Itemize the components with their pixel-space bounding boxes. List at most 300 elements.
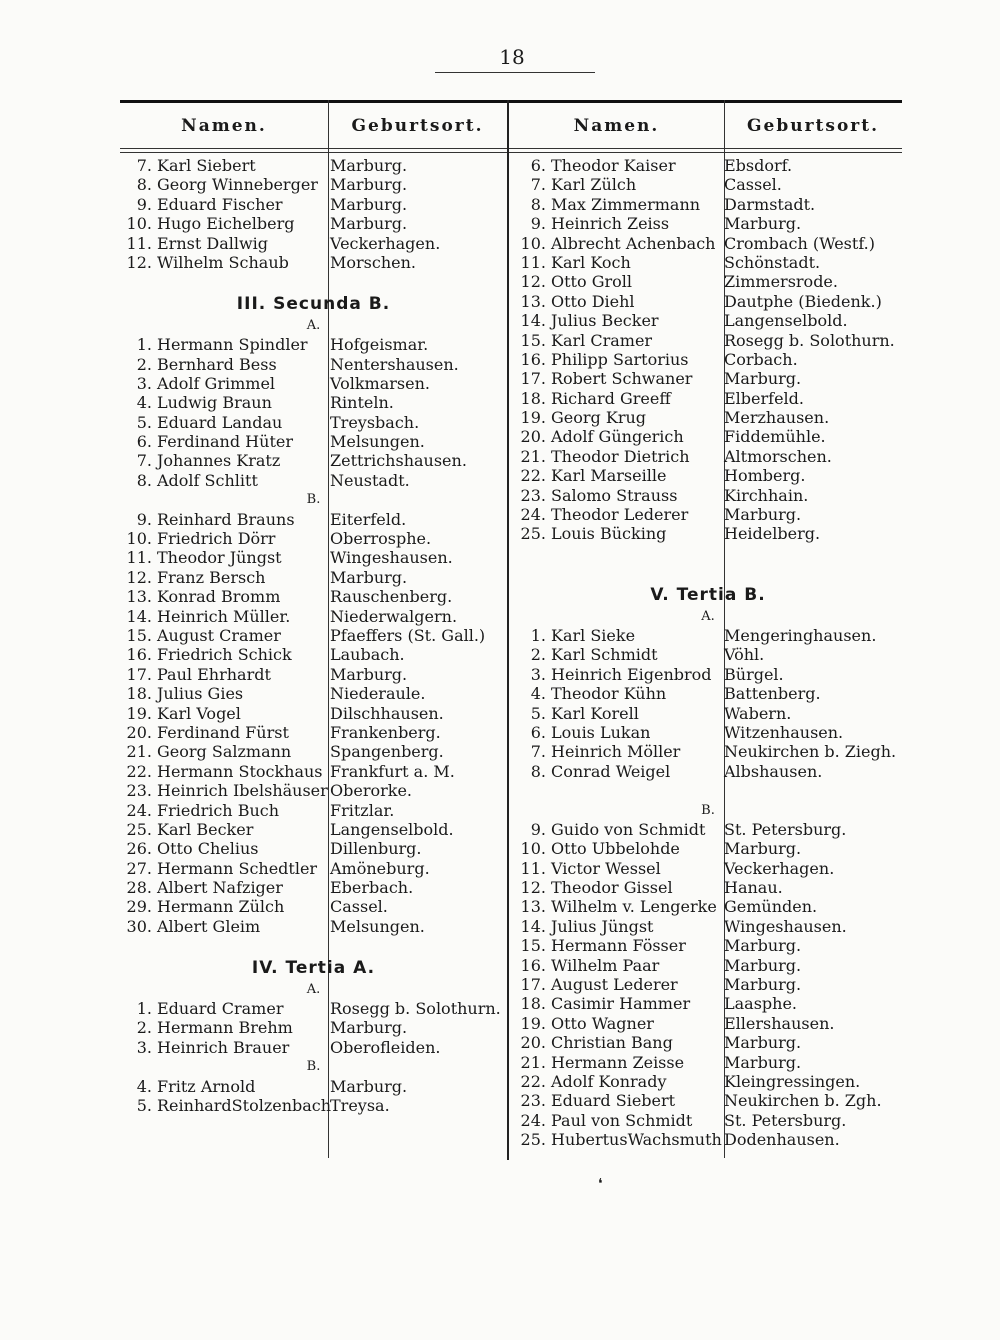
table-row [514,156,902,175]
student-name: Hermann Zeisse [551,1052,685,1072]
student-name: Karl Koch [551,252,631,272]
table-row [514,859,902,878]
table-row [514,917,902,936]
student-name: Eduard Fischer [157,194,283,214]
student-name: Paul Ehrhardt [157,664,271,684]
blank-row [514,544,902,563]
student-name: Albrecht Achenbach [551,233,716,253]
student-name: Heinrich Müller. [157,606,291,626]
birthplace: Neukirchen b. Zgh. [724,1091,882,1111]
student-name: Conrad Weigel [551,761,671,781]
row-number: 25. [126,819,152,839]
table-row [514,936,902,955]
birthplace: Treysbach. [330,412,420,432]
row-number: 10. [520,233,546,253]
student-name: Karl Cramer [551,330,653,350]
student-name: Julius Becker [551,311,659,331]
student-name: Konrad Bromm [157,587,281,607]
student-name: Otto Diehl [551,291,635,311]
row-number: 17. [520,369,546,389]
birthplace: Langenselbold. [724,311,848,331]
row-number: 13. [520,291,546,311]
row-number: 22. [520,1071,546,1091]
row-number: 21. [520,446,546,466]
row-number: 2. [136,354,152,374]
table-row [514,175,902,194]
row-number: 5. [136,1095,152,1115]
birthplace: Dilschhausen. [330,703,444,723]
header-name-left: Namen. [181,116,267,136]
birthplace: Marburg. [330,664,408,684]
table-row [120,214,507,233]
student-name: Theodor Lederer [551,505,689,525]
row-number: 8. [530,761,546,781]
student-name: Hermann Zülch [157,897,285,917]
row-number: 21. [520,1052,546,1072]
table-row [120,859,507,878]
student-name: Bernhard Bess [157,354,277,374]
birthplace: Amöneburg. [330,858,430,878]
table-row [514,427,902,446]
student-name: Friedrich Buch [157,800,280,820]
blank-row [120,936,507,955]
student-name: Heinrich Zeiss [551,214,670,234]
student-name: Otto Wagner [551,1013,654,1033]
student-name: Adolf Grimmel [157,373,276,393]
table-row [120,839,507,858]
student-name: Hermann Stockhaus [157,761,323,781]
birthplace: Melsungen. [330,432,425,452]
student-name: Theodor Kühn [551,684,667,704]
row-number: 12. [520,272,546,292]
birthplace: Cassel. [330,897,388,917]
table-row [120,626,507,645]
student-name: Wilhelm Paar [551,955,660,975]
row-number: 17. [520,975,546,995]
birthplace: Neustadt. [330,470,410,490]
header-birthplace-left: Geburtsort. [351,116,484,136]
row-number: 18. [126,684,152,704]
table-row [514,505,902,524]
birthplace: Ebsdorf. [724,156,793,175]
row-number: 4. [530,684,546,704]
table-row [120,355,507,374]
row-number: 20. [126,722,152,742]
birthplace: Morschen. [330,252,416,272]
student-name: Julius Jüngst [551,916,654,936]
birthplace: Kleingressingen. [724,1071,861,1091]
birthplace: Corbach. [724,349,798,369]
birthplace: Hofgeismar. [330,335,429,355]
section-heading: IV. Tertia A. [251,957,376,978]
table-row [120,393,507,412]
row-number: 19. [520,1013,546,1033]
student-name: Heinrich Brauer [157,1037,290,1057]
birthplace: Zimmersrode. [724,272,838,292]
student-name: Eduard Cramer [157,999,284,1019]
table-row [120,335,507,354]
birthplace: Homberg. [724,466,806,486]
row-number: 27. [126,858,152,878]
row-number: 8. [136,470,152,490]
header-rule [120,148,902,149]
table-row [514,1072,902,1091]
row-number: 12. [126,252,152,272]
row-number: 16. [126,645,152,665]
blank-row [514,563,902,582]
table-row [120,684,507,703]
table-row [120,917,507,936]
student-name: Karl Korell [551,703,639,723]
student-name: Georg Salzmann [157,742,292,762]
table-row [120,1096,507,1115]
column-divider-middle [507,100,509,1160]
row-number: 24. [520,505,546,525]
birthplace: Eberbach. [330,878,414,898]
student-name: Ferdinand Fürst [157,722,289,742]
table-row [120,897,507,916]
table-row [120,1018,507,1037]
birthplace: Rinteln. [330,393,394,413]
birthplace: Elberfeld. [724,388,804,408]
student-name: Heinrich Eigenbrod [551,664,712,684]
row-number: 18. [520,994,546,1014]
student-name: Guido von Schmidt [551,819,706,839]
row-number: 6. [530,156,546,175]
table-row [120,878,507,897]
table-row [514,878,902,897]
table-row [514,369,902,388]
birthplace: Oberofleiden. [330,1037,441,1057]
student-name: Robert Schwaner [551,369,693,389]
table-row [120,999,507,1018]
subsection-label: B. [306,492,321,508]
birthplace: Cassel. [724,175,782,195]
birthplace: Frankfurt a. M. [330,761,455,781]
row-number: 8. [530,194,546,214]
birthplace: Dautphe (Biedenk.) [724,291,882,311]
student-name: Johannes Kratz [157,451,281,471]
birthplace: Laasphe. [724,994,798,1014]
student-name: Eduard Landau [157,412,283,432]
birthplace: Bürgel. [724,664,784,684]
row-number: 9. [136,509,152,529]
student-name: Victor Wessel [551,858,661,878]
student-name: Theodor Dietrich [551,446,690,466]
row-number: 7. [136,156,152,175]
student-name: Max Zimmermann [551,194,701,214]
row-number: 24. [520,1110,546,1130]
table-row [514,1014,902,1033]
row-number: 29. [126,897,152,917]
student-name: Salomo Strauss [551,485,678,505]
student-name: Reinhard Brauns [157,509,295,529]
student-name: Adolf Güngerich [551,427,684,447]
student-name: Friedrich Schick [157,645,292,665]
table-row [514,626,902,645]
row-number: 13. [520,897,546,917]
row-number: 12. [126,567,152,587]
birthplace: Laubach. [330,645,405,665]
row-number: 11. [126,548,152,568]
table-row [120,742,507,761]
table-row [514,839,902,858]
student-name: Hermann Brehm [157,1018,293,1038]
table-row [120,1077,507,1096]
row-number: 25. [520,524,546,544]
table-row [514,1130,902,1149]
subsection-label: A. [306,317,321,333]
student-name: August Cramer [157,625,281,645]
student-name: Julius Gies [157,684,244,704]
student-name: Theodor Gissel [551,878,673,898]
student-name: Theodor Jüngst [157,548,282,568]
birthplace: Rauschenberg. [330,587,453,607]
page-number: 18 [499,45,525,69]
row-number: 15. [126,625,152,645]
table-row [514,1111,902,1130]
student-name: Ernst Dallwig [157,233,269,253]
birthplace: Marburg. [724,369,802,389]
subsection-label: B. [306,1059,321,1075]
birthplace: Oberrosphe. [330,529,432,549]
student-name: Albert Gleim [157,916,261,936]
row-number: 7. [530,175,546,195]
printer-mark: ❛ [598,1176,603,1192]
header-rule-double [120,152,902,153]
table-row [514,1053,902,1072]
table-row [514,897,902,916]
table-row [514,645,902,664]
blank-row [120,272,507,291]
birthplace: Marburg. [330,214,408,234]
row-number: 24. [126,800,152,820]
table-row [120,723,507,742]
student-name: Wilhelm v. Lengerke [551,897,717,917]
table-row [514,311,902,330]
birthplace: Nentershausen. [330,354,459,374]
birthplace: Ellershausen. [724,1013,835,1033]
birthplace: Vöhl. [724,645,765,665]
birthplace: Spangenberg. [330,742,444,762]
row-number: 7. [530,742,546,762]
row-number: 22. [126,761,152,781]
table-row [514,331,902,350]
student-name: Hermann Fösser [551,936,686,956]
birthplace: Veckerhagen. [330,233,441,253]
student-name: Franz Bersch [157,567,266,587]
table-row [514,408,902,427]
right-column [514,156,902,1150]
row-number: 14. [520,916,546,936]
birthplace: Marburg. [724,975,802,995]
row-number: 10. [126,214,152,234]
row-number: 1. [136,999,152,1019]
birthplace: Schönstadt. [724,252,821,272]
student-name: Adolf Schlitt [157,470,258,490]
student-name: Friedrich Dörr [157,529,276,549]
row-number: 11. [126,233,152,253]
subsection-label: A. [306,981,321,997]
birthplace: Marburg. [330,567,408,587]
row-number: 10. [520,839,546,859]
student-name: Karl Siebert [157,156,256,175]
birthplace: Battenberg. [724,684,821,704]
birthplace: Zettrichshausen. [330,451,467,471]
table-row [120,253,507,272]
table-row [120,471,507,490]
birthplace: Marburg. [724,839,802,859]
student-name: Richard Greeff [551,388,671,408]
row-number: 28. [126,878,152,898]
row-number: 23. [520,485,546,505]
table-row [514,234,902,253]
birthplace: Marburg. [724,936,802,956]
student-name: Ludwig Braun [157,393,272,413]
table-row [120,704,507,723]
student-name: ReinhardStolzenbach [157,1095,332,1115]
birthplace: Pfaeffers (St. Gall.) [330,625,486,645]
table-row [514,272,902,291]
student-name: Eduard Siebert [551,1091,676,1111]
row-number: 14. [126,606,152,626]
row-number: 15. [520,330,546,350]
table-row [120,195,507,214]
table-row [120,820,507,839]
birthplace: Marburg. [724,1052,802,1072]
table-row [514,684,902,703]
student-name: Philipp Sartorius [551,349,689,369]
table-row [120,781,507,800]
birthplace: Fritzlar. [330,800,395,820]
section-heading: III. Secunda B. [236,293,391,314]
birthplace: Niederwalgern. [330,606,458,626]
student-name: Georg Krug [551,408,647,428]
table-row [120,374,507,393]
student-name: Karl Zülch [551,175,637,195]
birthplace: Dodenhausen. [724,1130,840,1150]
section-heading: V. Tertia B. [650,584,766,605]
table-row [514,524,902,543]
table-row [120,234,507,253]
table-row [514,723,902,742]
birthplace: Frankenberg. [330,722,441,742]
table-row [514,820,902,839]
table-row [514,1091,902,1110]
birthplace: Marburg. [330,194,408,214]
row-number: 26. [126,839,152,859]
birthplace: Hanau. [724,878,783,898]
birthplace: Albshausen. [724,761,823,781]
student-name: Wilhelm Schaub [157,252,289,272]
student-name: Louis Bücking [551,524,667,544]
birthplace: Langenselbold. [330,819,454,839]
birthplace: Marburg. [330,1018,408,1038]
table-row [514,1033,902,1052]
student-name: Otto Chelius [157,839,259,859]
student-name: Louis Lukan [551,722,651,742]
row-number: 11. [520,858,546,878]
row-number: 6. [530,722,546,742]
table-row [120,510,507,529]
student-name: Karl Sieke [551,625,636,645]
table-row [120,548,507,567]
table-row [120,587,507,606]
table-row [514,762,902,781]
table-row [514,389,902,408]
student-name: Adolf Konrady [551,1071,667,1091]
birthplace: Wingeshausen. [330,548,453,568]
row-number: 10. [126,529,152,549]
birthplace: Wabern. [724,703,792,723]
row-number: 20. [520,1033,546,1053]
birthplace: Dillenburg. [330,839,422,859]
table-row [514,292,902,311]
birthplace: Veckerhagen. [724,858,835,878]
row-number: 12. [520,878,546,898]
birthplace: Marburg. [330,1076,408,1096]
birthplace: Witzenhausen. [724,722,844,742]
top-rule [120,100,902,103]
table-row [514,214,902,233]
student-name: Heinrich Möller [551,742,681,762]
student-name: August Lederer [551,975,678,995]
row-number: 3. [136,1037,152,1057]
row-number: 17. [126,664,152,684]
birthplace: Eiterfeld. [330,509,407,529]
student-name: Otto Ubbelohde [551,839,680,859]
student-name: Karl Schmidt [551,645,658,665]
row-number: 20. [520,427,546,447]
table-row [514,742,902,761]
table-row [514,195,902,214]
row-number: 18. [520,388,546,408]
row-number: 30. [126,916,152,936]
birthplace: Marburg. [724,214,802,234]
row-number: 16. [520,349,546,369]
student-name: Ferdinand Hüter [157,432,293,452]
table-row [514,975,902,994]
table-row [514,350,902,369]
student-name: Karl Vogel [157,703,241,723]
row-number: 1. [530,625,546,645]
birthplace: Gemünden. [724,897,818,917]
table-row [120,568,507,587]
table-row [514,956,902,975]
table-row [120,175,507,194]
row-number: 9. [136,194,152,214]
table-row [120,413,507,432]
table-row [120,1038,507,1057]
row-number: 4. [136,1076,152,1096]
student-name: Hermann Schedtler [157,858,318,878]
student-name: Otto Groll [551,272,632,292]
blank-row [514,781,902,800]
row-number: 21. [126,742,152,762]
row-number: 2. [530,645,546,665]
student-name: Georg Winneberger [157,175,318,195]
student-name: HubertusWachsmuth [551,1130,722,1150]
birthplace: Niederaule. [330,684,426,704]
row-number: 23. [520,1091,546,1111]
birthplace: Marburg. [724,1033,802,1053]
row-number: 19. [126,703,152,723]
birthplace: Treysa. [330,1095,390,1115]
birthplace: Marburg. [330,156,408,175]
table-row [514,665,902,684]
birthplace: Heidelberg. [724,524,821,544]
birthplace: Melsungen. [330,916,425,936]
